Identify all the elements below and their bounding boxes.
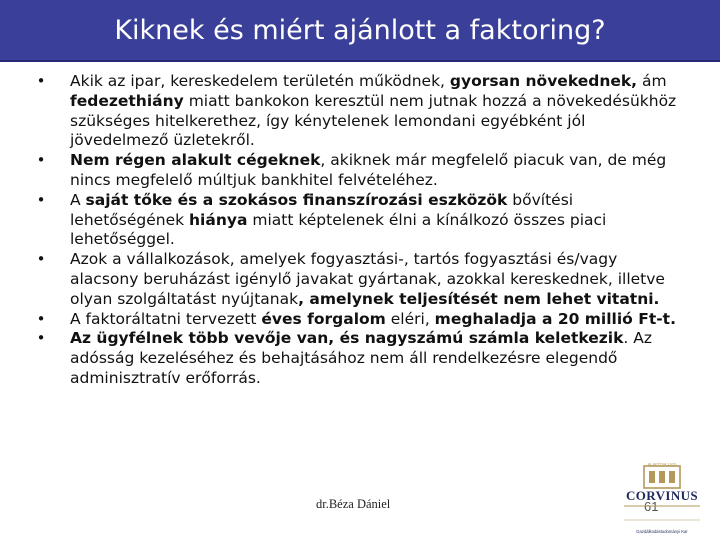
bullet-item xyxy=(34,151,684,191)
bullet-text: A faktoráltatni tervezett xyxy=(70,309,262,328)
bullet-dot: • xyxy=(36,151,46,170)
slide-title: Kiknek és miért ajánlott a faktoring? xyxy=(114,14,606,46)
bullet-text: miatt képtelenek élni a kínálkozó összes piaci lehetőséggel. xyxy=(70,210,607,249)
bullet-text-bold: hiánya xyxy=(189,210,248,229)
logo-top-text: ALAPÍTVA 1920 xyxy=(647,462,677,467)
bullet-dot: • xyxy=(36,190,46,209)
bullet-item xyxy=(34,191,684,250)
logo-crest-bar-3 xyxy=(669,471,675,483)
slide-content xyxy=(34,72,684,389)
bullet-text-bold: éves forgalom xyxy=(261,309,386,328)
bullet-item xyxy=(34,329,684,388)
bullet-text: . Az adósság kezeléséhez és behajtásához nem áll rendelkezésre elegendő adminisztratív erőforrás. xyxy=(70,329,653,387)
bullet-text-bold: fedezethiány xyxy=(70,91,184,110)
bullet-dot: • xyxy=(36,309,46,328)
bullet-text: ám xyxy=(637,72,667,90)
footer-author: dr.Béza Dániel xyxy=(316,497,391,511)
bullet-dot: • xyxy=(36,250,46,269)
bullet-text-bold: Nem régen alakult cégeknek xyxy=(70,151,321,170)
bullet-text-bold: , amelynek teljesítését nem lehet vitatni. xyxy=(298,289,660,308)
page-number: 61 xyxy=(644,499,659,514)
bullet-dot: • xyxy=(36,329,46,348)
bullet-item xyxy=(34,72,684,151)
bullet-list xyxy=(34,72,684,389)
bullet-text: A xyxy=(70,190,86,209)
title-bar xyxy=(0,0,720,62)
bullet-text-bold: Az ügyfélnek több vevője van, és nagyszámú számla keletkezik xyxy=(70,329,624,348)
bullet-text: Akik az ipar, kereskedelem területén működnek, xyxy=(70,72,450,90)
bullet-text: miatt bankokon keresztül nem jutnak hozzá a növekedésükhöz szükséges hitelkerethez, így kénytelenek lemondani egyébként jól jövedelmező üzletekről. xyxy=(70,91,677,150)
bullet-text: eléri, xyxy=(385,309,435,328)
bullet-text-bold: meghaladja a 20 millió Ft-t. xyxy=(434,309,676,328)
logo-crest-bar-2 xyxy=(659,471,665,483)
logo-bottom-text: Gazdálkodástudományi Kar xyxy=(636,529,688,534)
bullet-item xyxy=(34,250,684,309)
corvinus-logo xyxy=(616,462,708,538)
logo-crest-bar-1 xyxy=(649,471,655,483)
bullet-dot: • xyxy=(36,72,46,90)
bullet-text: Azok a vállalkozások, amelyek fogyasztási-, tartós fogyasztási és/vagy alacsony beruházást igénylő javakat gyártanak, azokkal kereskednek, illetve olyan szolgáltatást nyújtanak xyxy=(70,250,665,308)
bullet-text: bővítési lehetőségének xyxy=(70,190,574,229)
logo-wordmark: CORVINUS xyxy=(625,488,699,503)
bullet-text-bold: saját tőke és a szokásos finanszírozási eszközök xyxy=(85,190,508,209)
bullet-text-bold: gyorsan növekednek, xyxy=(449,72,638,90)
bullet-text: , akiknek már megfelelő piacuk van, de még nincs megfelelő múltjuk bankhitel felvételéhez. xyxy=(70,151,667,189)
bullet-item xyxy=(34,310,684,330)
